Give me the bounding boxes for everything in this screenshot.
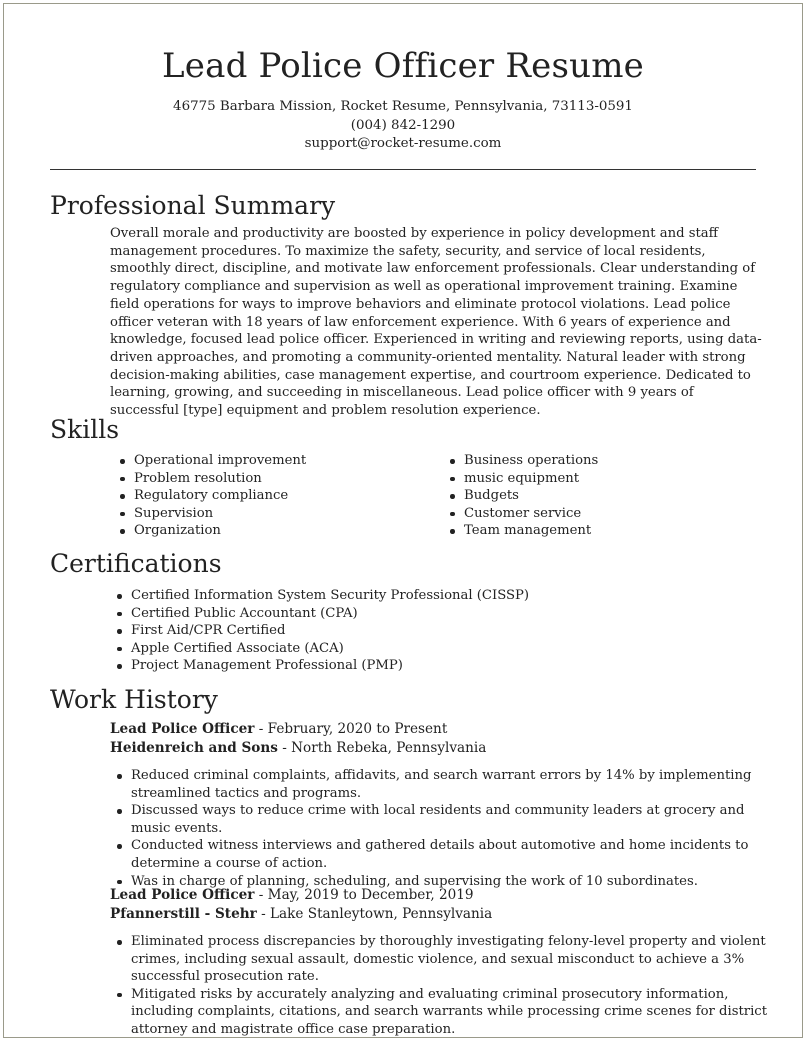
resume-page: [3, 3, 803, 1038]
summary-text: Overall morale and productivity are boosted by experience in policy development and staff management procedures. To maximize the safety, security, and service of local residents, smoothly direct, discipline, and motivate law enforcement professionals. Clear understanding of regulatory compliance and supervision as well as operational improvement training. Examine field operations for ways to improve behaviors and eliminate protocol violations. Lead police officer veteran with 18 years of law enforcement experience. With 6 years of experience and knowledge, focused lead police officer. Experienced in writing and reviewing reports, using data-driven approaches, and promoting a community-oriented mentality. Natural leader with strong decision-making abilities, case management expertise, and courtroom experience. Dedicated to learning, growing, and succeeding in miscellaneous. Lead police officer with 9 years of successful [type] equipment and problem resolution experience.: [110, 226, 762, 419]
skills-list-left: [113, 452, 306, 540]
certifications-list: [110, 587, 529, 675]
list-item: Apple Certified Associate (ACA): [110, 640, 529, 658]
job-2-title: Lead Police Officer: [110, 887, 255, 903]
list-item: music equipment: [443, 470, 598, 488]
list-item: Problem resolution: [113, 470, 306, 488]
work-history-heading: Work History: [50, 685, 218, 714]
list-item: Reduced criminal complaints, affidavits, and search warrant errors by 14% by implementing streamlined tactics and programs.: [110, 767, 770, 802]
job-2-bullets: [110, 933, 770, 1038]
certifications-heading: Certifications: [50, 549, 222, 578]
list-item: Project Management Professional (PMP): [110, 657, 529, 675]
job-1-title-line: [110, 720, 486, 739]
page-title: Lead Police Officer Resume: [162, 46, 644, 86]
job-2-header: [110, 886, 492, 924]
list-item: Eliminated process discrepancies by thoroughly investigating felony-level property and violent crimes, including sexual assault, domestic violence, and sexual misconduct to achieve a 3% successful prosecution rate.: [110, 933, 770, 986]
job-2-title-line: [110, 886, 492, 905]
skills-list-right: [443, 452, 598, 540]
list-item: Team management: [443, 522, 598, 540]
header-divider: [50, 169, 756, 170]
job-1-company: Heidenreich and Sons: [110, 740, 278, 756]
job-1-bullets: [110, 767, 770, 890]
skills-heading: Skills: [50, 415, 120, 444]
list-item: Customer service: [443, 505, 598, 523]
list-item: Regulatory compliance: [113, 487, 306, 505]
list-item: Certified Information System Security Professional (CISSP): [110, 587, 529, 605]
job-2-dates: - May, 2019 to December, 2019: [254, 887, 474, 903]
list-item: First Aid/CPR Certified: [110, 622, 529, 640]
job-2-location: - Lake Stanleytown, Pennsylvania: [256, 906, 493, 922]
list-item: Budgets: [443, 487, 598, 505]
list-item: Organization: [113, 522, 306, 540]
contact-info: [4, 98, 802, 154]
summary-heading: Professional Summary: [50, 191, 336, 220]
job-2-company: Pfannerstill - Stehr: [110, 906, 257, 922]
job-1-location: - North Rebeka, Pennsylvania: [277, 740, 487, 756]
list-item: Conducted witness interviews and gathered details about automotive and home incidents to determine a course of action.: [110, 837, 770, 872]
list-item: Operational improvement: [113, 452, 306, 470]
job-1-title: Lead Police Officer: [110, 721, 255, 737]
job-1-dates: - February, 2020 to Present: [254, 721, 448, 737]
list-item: Certified Public Accountant (CPA): [110, 605, 529, 623]
list-item: Was in charge of planning, scheduling, and supervising the work of 10 subordinates.: [110, 873, 770, 891]
job-2-company-line: [110, 905, 492, 924]
contact-address: 46775 Barbara Mission, Rocket Resume, Pennsylvania, 73113-0591: [173, 99, 633, 114]
list-item: Discussed ways to reduce crime with local residents and community leaders at grocery and music events.: [110, 802, 770, 837]
job-1-header: [110, 720, 486, 758]
list-item: Mitigated risks by accurately analyzing and evaluating criminal prosecutory information, including complaints, citations, and search warrants while processing crime scenes for district attorney and magistrate office case preparation.: [110, 986, 770, 1038]
list-item: Supervision: [113, 505, 306, 523]
contact-email: support@rocket-resume.com: [304, 136, 502, 151]
list-item: Business operations: [443, 452, 598, 470]
contact-phone: (004) 842-1290: [350, 117, 456, 133]
job-1-company-line: [110, 739, 486, 758]
